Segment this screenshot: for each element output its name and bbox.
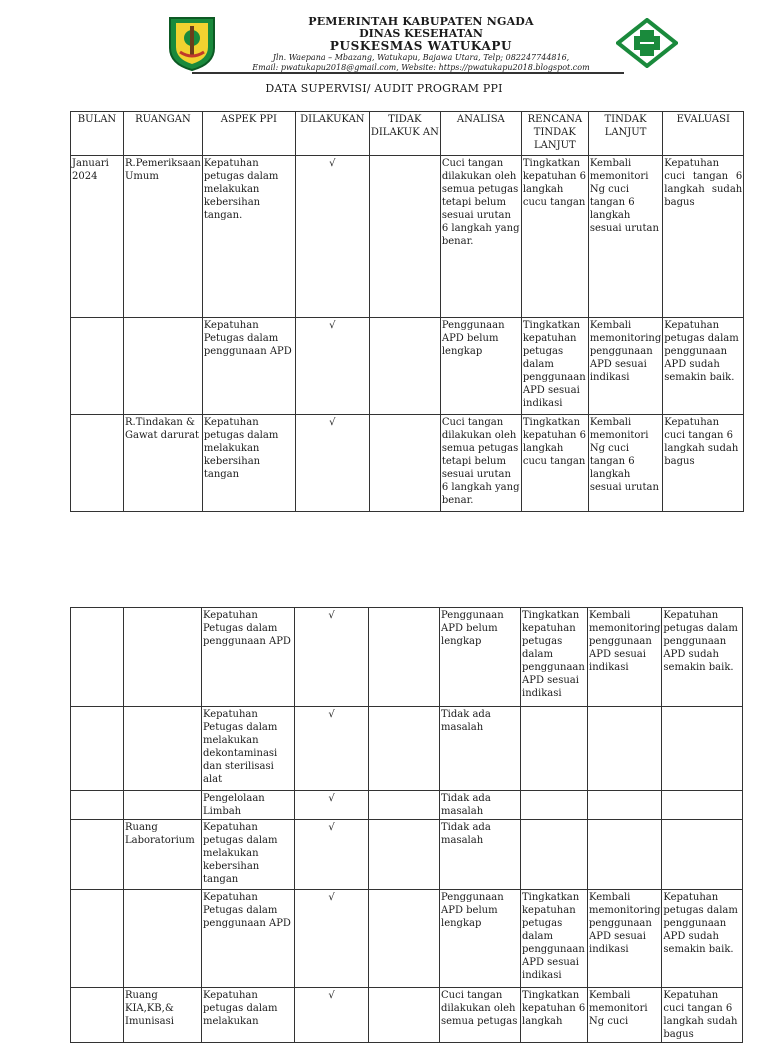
header-dilakukan: DILAKUKAN [295,112,369,156]
cell-bulan [71,318,124,415]
cell-tidak [369,156,440,318]
puskesmas-cross-icon [616,18,678,68]
cell-rencana: Tingkatkan kepatuhan 6 langkah cucu tangan [521,156,588,318]
cell-evaluasi: Kepatuhan cuci tangan 6 langkah sudah bagus [662,988,743,1043]
audit-table-continued [70,607,743,1043]
cell-tindak [588,791,662,820]
cell-evaluasi: Kepatuhan petugas dalam penggunaan APD sudah semakin baik. [663,318,744,415]
cell-dilakukan: √ [295,608,369,707]
cell-tidak [369,608,440,707]
cell-rencana: Tingkatkan kepatuhan petugas dalam penggunaan APD sesuai indikasi [521,890,588,988]
clinic-address: Jln. Waepana – Mbazang, Watukapu, Bajawa Utara, Telp; 082247744816, [272,53,570,62]
header-tidak: TIDAK DILAKUK AN [369,112,440,156]
cell-bulan [71,820,124,890]
cell-evaluasi: Kepatuhan petugas dalam penggunaan APD sudah semakin baik. [662,890,743,988]
cell-evaluasi: Kepatuhan cuci tangan 6 langkah sudah bagus [663,415,744,512]
cell-tindak: Kembali memonitori Ng cuci tangan 6 langkah sesuai urutan [588,156,662,318]
cell-rencana: Tingkatkan kepatuhan 6 langkah [521,988,588,1043]
letterhead-divider [192,72,624,74]
cell-analisa: Tidak ada masalah [440,820,521,890]
cell-tindak [588,707,662,791]
cell-dilakukan: √ [295,156,369,318]
cell-analisa: Tidak ada masalah [440,791,521,820]
header-aspek: ASPEK PPI [202,112,295,156]
cell-tindak: Kembali memonitoring penggunaan APD sesuai indikasi [588,608,662,707]
cell-rencana: Tingkatkan kepatuhan petugas dalam penggunaan APD sesuai indikasi [521,318,588,415]
cell-tidak [369,890,440,988]
cell-ruangan [124,318,203,415]
cell-aspek: Kepatuhan petugas dalam melakukan [202,988,295,1043]
cell-dilakukan: √ [295,318,369,415]
cell-ruangan: Ruang Laboratorium [124,820,202,890]
clinic-name: PUSKESMAS WATUKAPU [329,39,513,53]
cell-tindak: Kembali memonitori Ng cuci [588,988,662,1043]
cell-dilakukan: √ [295,707,369,791]
cell-rencana: Tingkatkan kepatuhan petugas dalam penggunaan APD sesuai indikasi [521,608,588,707]
cell-ruangan [124,890,202,988]
header-analisa: ANALISA [440,112,521,156]
cell-analisa: Tidak ada masalah [440,707,521,791]
cell-bulan [71,988,124,1043]
cell-rencana [521,791,588,820]
cell-analisa: Cuci tangan dilakukan oleh semua petugas tetapi belum sesuai urutan 6 langkah yang benar. [440,156,521,318]
cell-rencana: Tingkatkan kepatuhan 6 langkah cucu tangan [521,415,588,512]
cell-aspek: Kepatuhan petugas dalam melakukan kebersihan tangan [202,820,295,890]
cell-tindak: Kembali memonitoring penggunaan APD sesuai indikasi [588,890,662,988]
cell-bulan [71,890,124,988]
cell-ruangan [124,707,202,791]
cell-ruangan: R.Pemeriksaan Umum [124,156,203,318]
cell-dilakukan: √ [295,820,369,890]
cell-analisa: Penggunaan APD belum lengkap [440,608,521,707]
table-row [71,156,744,318]
header-bulan: BULAN [71,112,124,156]
cell-aspek: Kepatuhan Petugas dalam penggunaan APD [202,890,295,988]
cell-bulan [71,415,124,512]
document-title: DATA SUPERVISI/ AUDIT PROGRAM PPI [265,82,503,95]
table-row [71,988,743,1043]
table-row [71,890,743,988]
cell-analisa: Cuci tangan dilakukan oleh semua petugas [440,988,521,1043]
header-ruangan: RUANGAN [124,112,203,156]
cell-tindak: Kembali memonitoring penggunaan APD sesuai indikasi [588,318,662,415]
cell-aspek: Kepatuhan petugas dalam melakukan kebersihan tangan [202,415,295,512]
regency-crest-icon [164,14,220,72]
header-tindak: TINDAK LANJUT [588,112,662,156]
table-row [71,820,743,890]
table-header-row [71,112,744,156]
header-evaluasi: EVALUASI [663,112,744,156]
cell-dilakukan: √ [295,415,369,512]
cell-dilakukan: √ [295,791,369,820]
letterhead-text [230,16,612,73]
cell-aspek: Kepatuhan Petugas dalam penggunaan APD [202,318,295,415]
cell-analisa: Penggunaan APD belum lengkap [440,890,521,988]
cell-aspek: Kepatuhan Petugas dalam melakukan dekontaminasi dan sterilisasi alat [202,707,295,791]
cell-bulan [71,707,124,791]
cell-tindak [588,820,662,890]
cell-ruangan: Ruang KIA,KB,& Imunisasi [124,988,202,1043]
clinic-contact: Email: pwatukapu2018@gmail.com, Website: https://pwatukapu2018.blogspot.com [252,63,590,72]
cell-evaluasi [662,820,743,890]
cell-tidak [369,988,440,1043]
cell-rencana [521,707,588,791]
cell-tidak [369,707,440,791]
table-row [71,318,744,415]
cell-dilakukan: √ [295,988,369,1043]
cell-evaluasi [662,707,743,791]
cell-aspek: Kepatuhan Petugas dalam penggunaan APD [202,608,295,707]
government-name: PEMERINTAH KABUPATEN NGADA [308,15,534,28]
cell-tidak [369,415,440,512]
cell-rencana [521,820,588,890]
letterhead [150,10,690,76]
audit-table [70,111,744,512]
cell-ruangan [124,608,202,707]
cell-aspek: Kepatuhan petugas dalam melakukan kebersihan tangan. [202,156,295,318]
cell-bulan [71,608,124,707]
cell-ruangan [124,791,202,820]
table-row [71,608,743,707]
department-name: DINAS KESEHATAN [359,27,483,40]
cell-evaluasi: Kepatuhan petugas dalam penggunaan APD sudah semakin baik. [662,608,743,707]
cell-bulan [71,791,124,820]
cell-dilakukan: √ [295,890,369,988]
table-row [71,415,744,512]
cell-tindak: Kembali memonitori Ng cuci tangan 6 langkah sesuai urutan [588,415,662,512]
cell-ruangan: R.Tindakan & Gawat darurat [124,415,203,512]
cell-evaluasi: Kepatuhan cuci tangan 6 langkah sudah bagus [663,156,744,318]
cell-tidak [369,820,440,890]
table-row [71,791,743,820]
cell-tidak [369,318,440,415]
header-rencana: RENCANA TINDAK LANJUT [521,112,588,156]
table-row [71,707,743,791]
cell-analisa: Penggunaan APD belum lengkap [440,318,521,415]
cell-analisa: Cuci tangan dilakukan oleh semua petugas tetapi belum sesuai urutan 6 langkah yang benar. [440,415,521,512]
cell-bulan: Januari 2024 [71,156,124,318]
cell-aspek: Pengelolaan Limbah [202,791,295,820]
cell-evaluasi [662,791,743,820]
cell-tidak [369,791,440,820]
